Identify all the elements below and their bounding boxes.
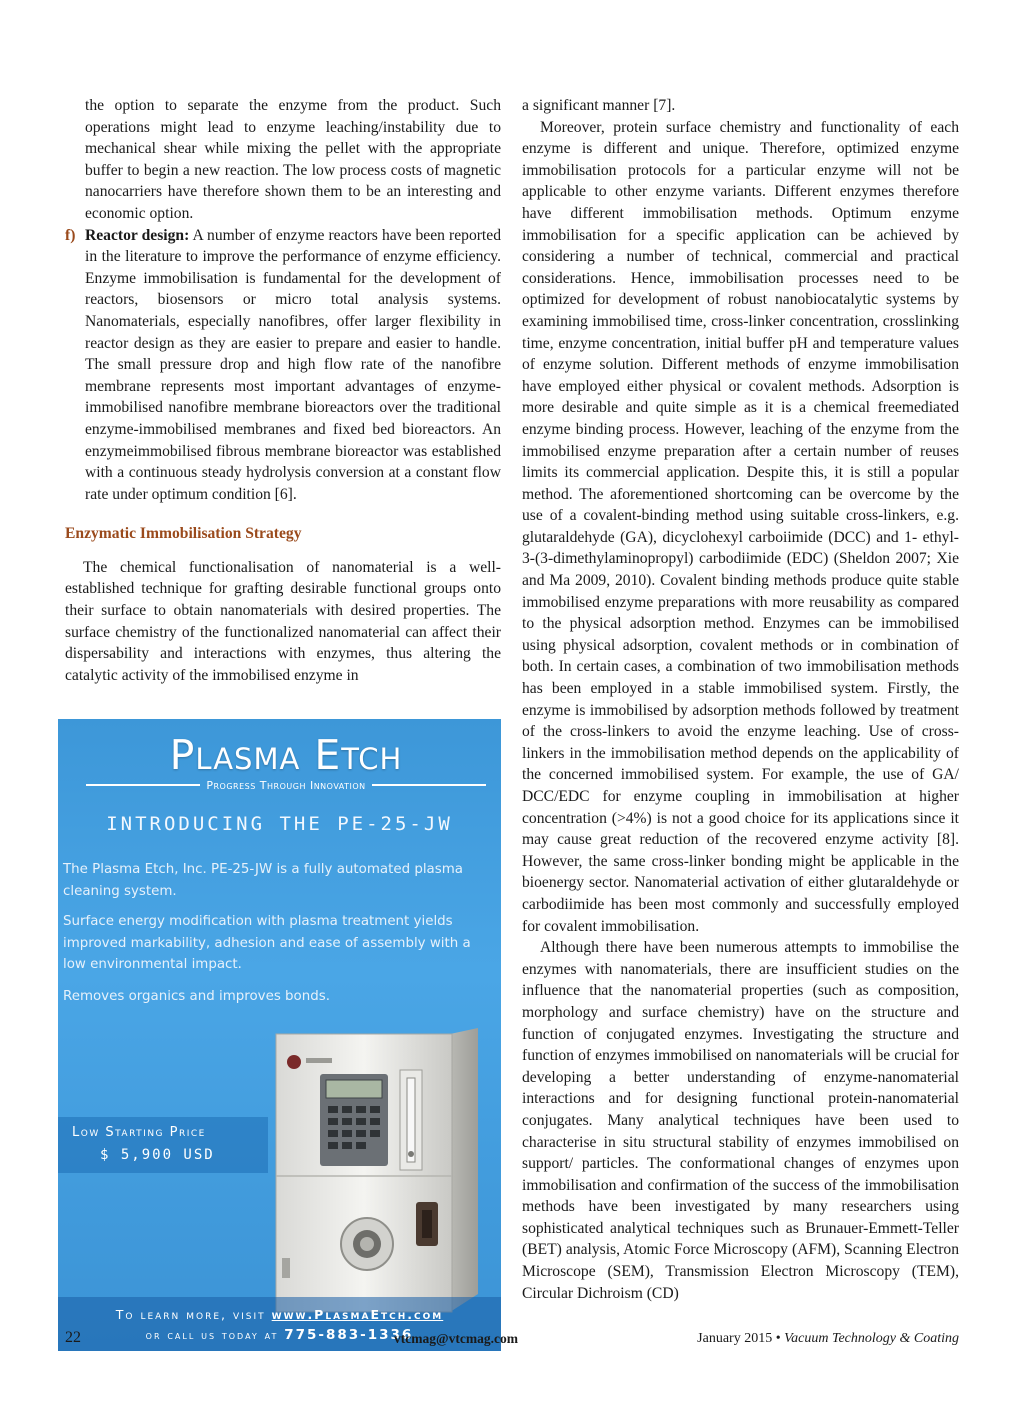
paragraph-continuation: a significant manner [7].: [522, 97, 676, 114]
ad-body-text: Removes organics and improves bonds.: [63, 989, 330, 1004]
price-value: $ 5,900 USD: [100, 1147, 215, 1163]
website-link[interactable]: www.PlasmaEtch.com: [271, 1307, 444, 1322]
footer-email[interactable]: vtcmag@vtcmag.com: [394, 1331, 518, 1346]
left-column: [65, 95, 501, 686]
tagline-rule-left: [86, 784, 200, 786]
call-prefix: or call us today at: [145, 1328, 285, 1342]
section-heading: Enzymatic Immobilisation Strategy: [65, 525, 302, 543]
issue-date: January 2015: [697, 1331, 773, 1346]
page-number: 22: [65, 1329, 81, 1346]
ad-body-text: The Plasma Etch, Inc. PE-25-JW is a fully automated plasma cleaning system.: [63, 862, 463, 899]
learn-more-prefix: To learn more, visit: [115, 1307, 272, 1322]
journal-name: Vacuum Technology & Coating: [784, 1331, 959, 1346]
plasma-etch-advertisement[interactable]: [58, 719, 501, 1351]
learn-more-line: [58, 1307, 501, 1322]
right-column: [522, 95, 959, 1304]
price-banner: [58, 1117, 268, 1173]
ad-tagline: Progress Through Innovation: [206, 778, 366, 792]
list-item-f: [65, 225, 501, 506]
plasma-cleaner-machine-image: [272, 1026, 484, 1318]
footer-issue-info: [697, 1331, 959, 1347]
price-label: Low Starting Price: [72, 1125, 206, 1140]
phone-number[interactable]: 775-883-1336: [284, 1327, 414, 1343]
list-item-letter: f): [65, 226, 76, 244]
list-item-text: A number of enzyme reactors have been reported in the literature to improve the performance of enzyme efficiency. Enzyme immobilisation is fundamental for the development of reactors, biosensors or micro total analysis systems. Nanomaterials, especially nanofibres, offer larger flexibility in reactor design as they are easier to prepare and easier to handle. The small pressure drop and high flow rate of the nanofibre membrane represents most important advantages of enzyme-immobilised nanofibre membrane bioreactors over the traditional enzyme-immobilised membranes and fixed bed bioreactors. An enzymeimmobilised fibrous membrane bioreactor was established with a continuous steady hydrolysis conversion at a constant flow rate under optimum condition [6].: [85, 226, 501, 503]
ad-body-text: Surface energy modification with plasma treatment yields improved markability, adhesion and ease of assembly with a low environmental impact.: [63, 914, 471, 972]
section-paragraph: The chemical functionalisation of nanomaterial is a well-established technique for grafting desirable functional groups onto their surface to obtain nanomaterials with desired properties. The surface chemistry of the functionalized nanomaterial can affect their dispersability and interactions with enzymes, thus altering the catalytic activity of the immobilised enzyme in: [65, 558, 501, 684]
footer-separator: •: [775, 1331, 781, 1346]
ad-headline: INTRODUCING THE PE-25-JW: [106, 813, 453, 835]
list-item-title: Reactor design:: [85, 226, 190, 244]
ad-logo: Plasma Etch: [169, 731, 403, 779]
paragraph: Although there have been numerous attempts to immobilise the enzymes with nanomaterials, there are insufficient studies on the influence that the nanomaterial properties (such as composition, morphology and surface chemistry) have on the structure and function of conjugated enzymes. Investigating the structure and function of enzymes immobilised on nanomaterials will be crucial for developing a better understanding of enzyme-nanomaterial interactions and for designing functional protein-nanomaterial conjugates. Many analytical techniques have been used to characterise in situ structural stability of enzymes immobilised on support/ particles. The conformational changes of enzymes upon immobilisation and confirmation of the success of the immobilisation methods have been investigated by many researchers using sophisticated analytical techniques such as Brunauer-Emmett-Teller (BET) analysis, Atomic Force Microscopy (AFM), Scanning Electron Microscope (SEM), Transmission Electron Microscopy (TEM), Circular Dichroism (CD): [522, 939, 959, 1302]
paragraph: Moreover, protein surface chemistry and functionality of each enzyme is different and unique. Therefore, optimized enzyme immobilisation protocols for a particular enzyme will not be applicable to other enzyme variants. Different enzymes therefore have different immobilisation methods. Optimum enzyme immobilisation for a specific application can be achieved by considering a number of technical, commercial and practical considerations. Hence, immobilisation processes need to be optimized for development of robust nanobiocatalytic systems by examining immobilised time, cross-linker concentration, crosslinking time, enzyme concentration, initial buffer pH and temperature values of enzyme solution. Different methods of enzyme immobilisation have employed either physical or covalent methods. Adsorption is more desirable and quite simple as it is a chemical freemediated enzyme binding process. However, leaching of the enzyme from the immobilised enzyme preparation after a certain number of reuses limits its commercial application. Despite this, it is still a popular method. The aforementioned shortcoming can be overcome by the use of a covalent-binding method using suitable cross-linkers, e.g. glutaraldehyde (GA), dicyclohexyl carboiimide (DCC) and 1- ethyl-3-(3-dimethylaminopropyl) carbodiimide (EDC) (Sheldon 2007; Xie and Ma 2009, 2010). Covalent binding methods produce quite stable immobilised enzyme preparations with more reusability as compared to the physical adsorption method. Enzymes can be immobilised using physical adsorption, covalent methods or in combination of both. In certain cases, a combination of two immobilisation methods has been employed in a stable immobilised system. Firstly, the enzyme is immobilised by adsorption methods followed by treatment of the cross-linkers to avoid the enzyme leaching. Use of cross-linkers in the immobilisation method depends on the applicability of the concerned immobilised system. For example, the use of GA/ DCC/EDC for enzyme coupling in immobilisation at higher concentration (>4%) is not a good choice for its applications since it may cause great reduction of the recovered enzyme activity [8]. However, the same cross-linker bonding might be applicable in the bioenergy sector. Nanomaterial activation of either glutaraldehyde or carbodiimide has been most commonly and successfully employed for covalent immobilisation.: [522, 118, 959, 935]
list-item-e-continuation: the option to separate the enzyme from the product. Such operations might lead to enzyme leaching/instability due to mechanical shear while mixing the pellet with the appropriate buffer to begin a new reaction. The low process costs of magnetic nanocarriers have therefore shown them to be an interesting and economic option.: [85, 97, 501, 222]
tagline-rule-right: [372, 784, 486, 786]
ad-tagline-row: [86, 777, 486, 793]
